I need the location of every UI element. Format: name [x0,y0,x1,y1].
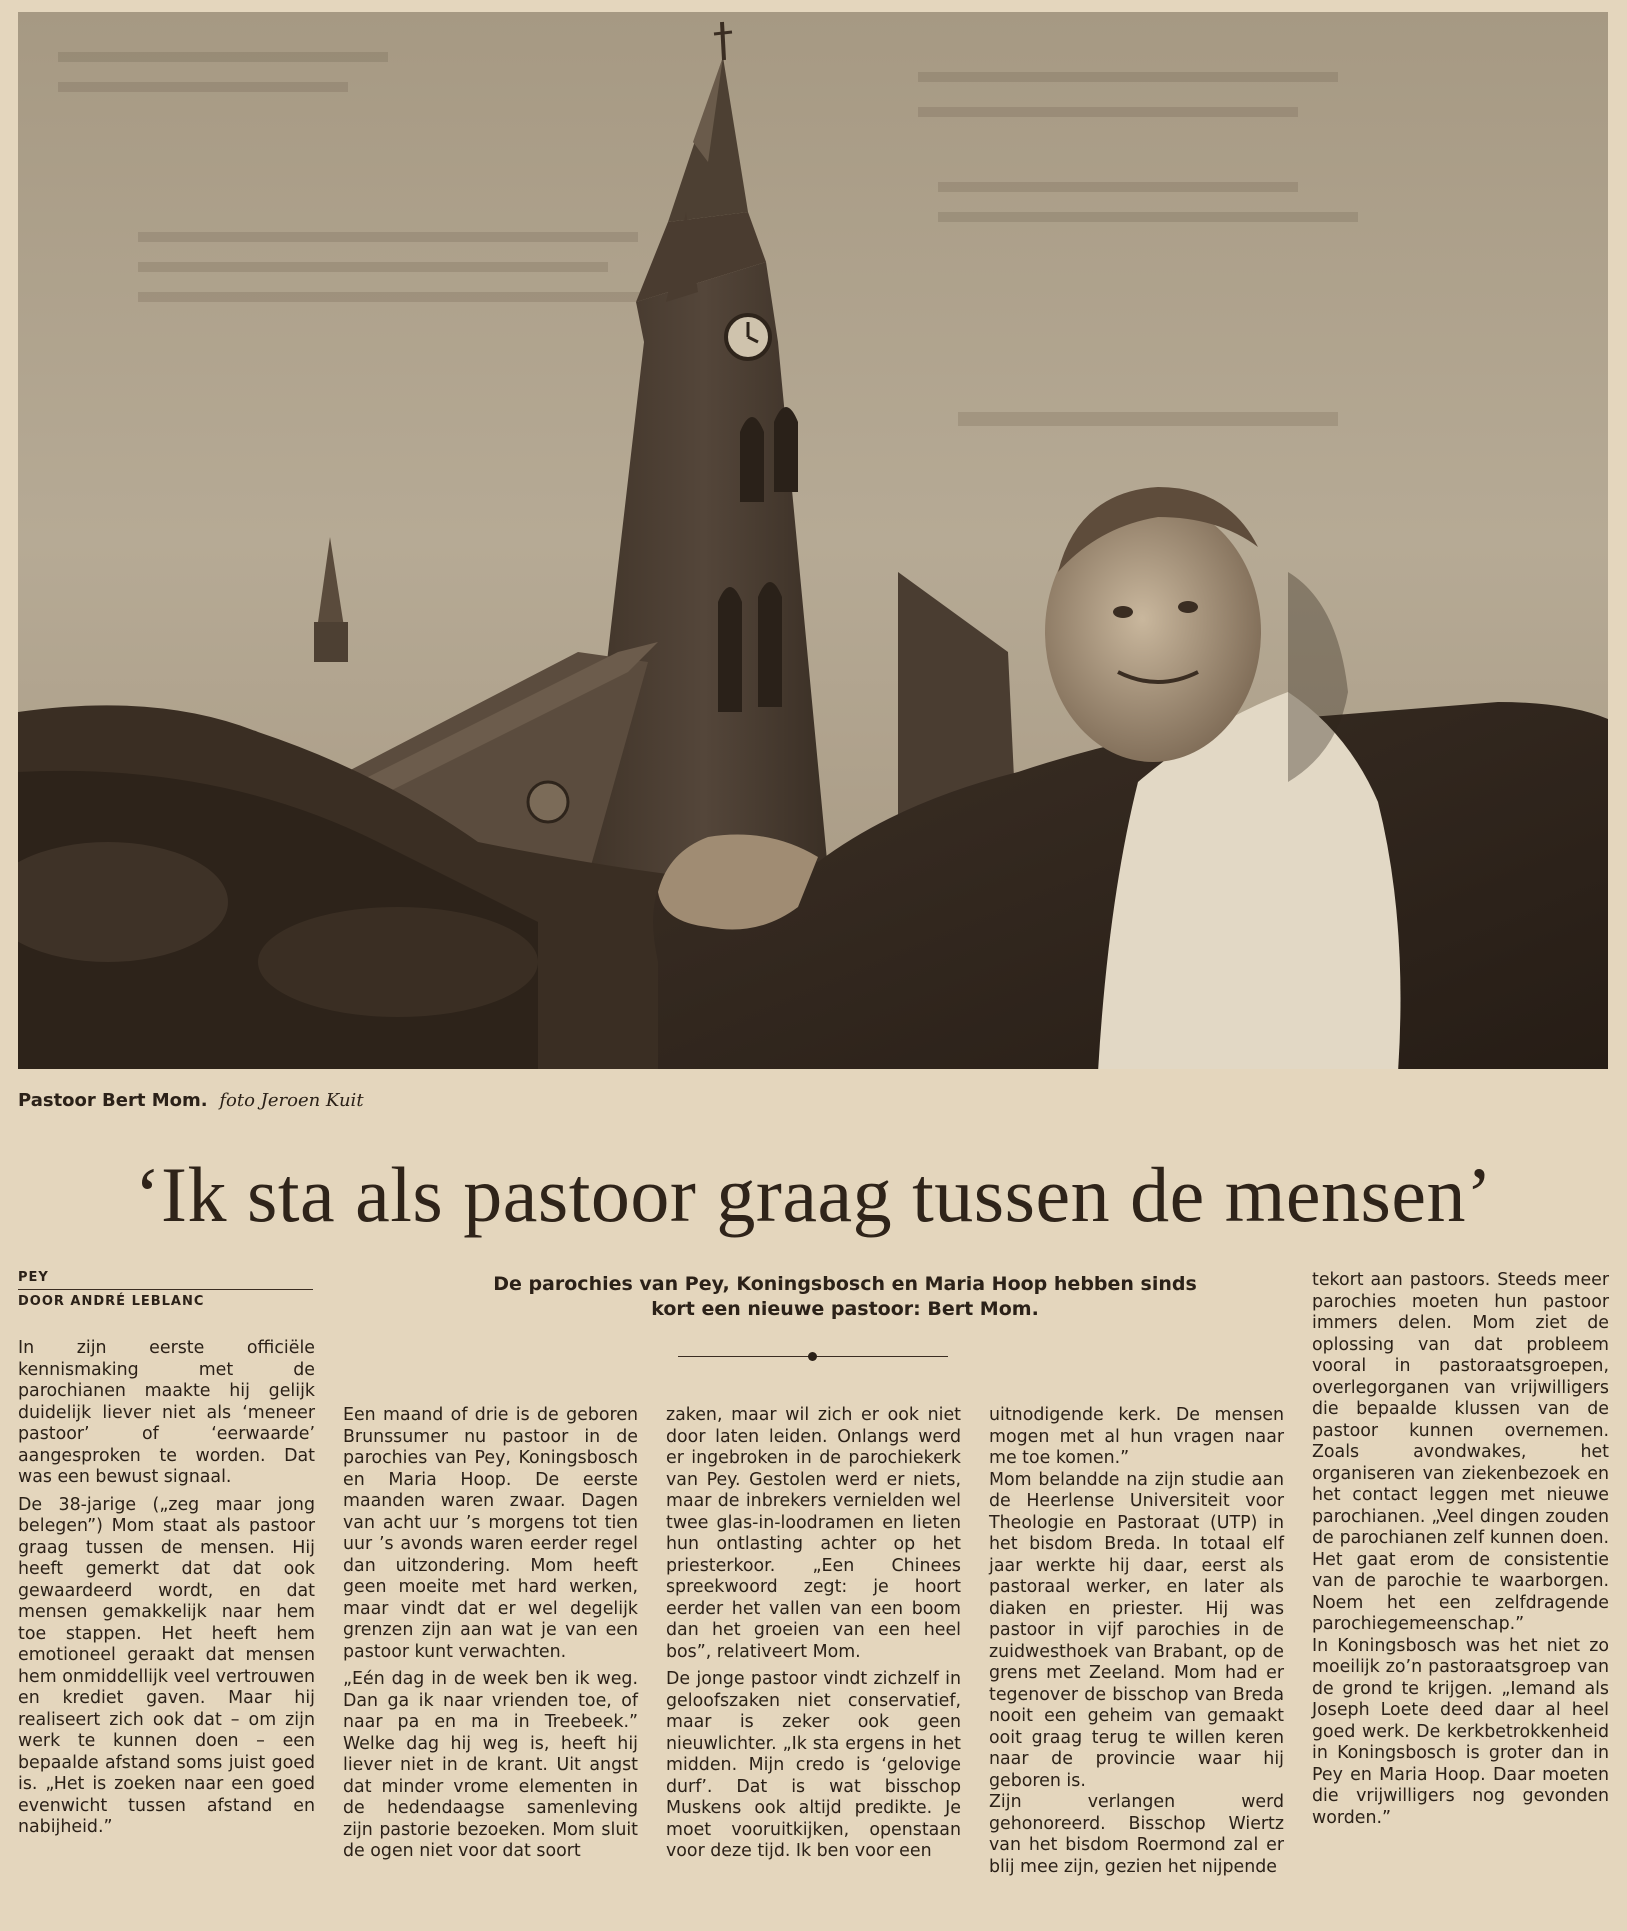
paragraph: In Koningsbosch was het niet zo moeilijk zo’n pastoraatsgroep van de grond te krijgen. „Iemand als Joseph Loete deed daar al heel goed werk. De kerkbetrokkenheid in Koningsbosch is groter dan in Pey en Maria Hoop. Daar moeten die vrijwilligers nog gevonden worden.” [1312,1635,1609,1828]
intro-line-2: kort een nieuwe pastoor: Bert Mom. [651,1298,1039,1320]
paragraph: Mom belandde na zijn studie aan de Heerlense Universiteit voor Theologie en Pastoraat (UTP) in het bisdom Breda. In totaal elf jaar werkte hij daar, eerst als pastoraal werker, en later als diaken en priester. Hij was pastoor in vijf parochies in de zuidwesthoek van Brabant, op de grens met Zeeland. Mom had er tegenover de bisschop van Breda nooit een geheim van gemaakt ooit graag terug te willen keren naar de provincie waar hij geboren is. [989,1469,1284,1791]
divider-dot [808,1352,817,1361]
article-intro [440,1272,1250,1322]
paragraph: Zijn verlangen werd gehonoreerd. Bisschop Wiertz van het bisdom Roermond zal er blij mee zijn, gezien het nijpende [989,1792,1284,1877]
paragraph: „Eén dag in de week ben ik weg. Dan ga ik naar vrienden toe, of naar pa en ma in Treebeek.” Welke dag hij weg is, heeft hij liever niet in de krant. Uit angst dat minder vrome elementen in de hedendaagse samenleving zijn pastorie bezoeken. Mom sluit de ogen niet voor dat soort [343,1669,638,1861]
article-column-3 [666,1405,961,1869]
intro-line-1: De parochies van Pey, Koningsbosch en Maria Hoop hebben sinds [493,1273,1197,1295]
paragraph: De 38-jarige („zeg maar jong belegen”) Mom staat als pastoor graag tussen de mensen. Hij heeft gemerkt dat dat ook gewaardeerd wordt, en dat mensen gemakkelijk naar hem toe stappen. Het heeft hem emotioneel geraakt dat mensen hem onmiddellijk veel vertrouwen en krediet gaven. Maar hij realiseert zich ook dat – om zijn werk te kunnen doen – een bepaalde afstand soms juist goed is. „Het is zoeken naar een goed evenwicht tussen afstand en nabijheid.” [18,1494,315,1837]
paragraph: In zijn eerste officiële kennismaking met de parochianen maakte hij gelijk duidelijk liever niet als ‘meneer pastoor’ of ‘eerwaarde’ aangesproken te worden. Dat was een bewust signaal. [18,1338,315,1487]
byline-place: PEY [18,1270,49,1285]
article-photo [18,12,1608,1069]
caption-name: Pastoor Bert Mom. [18,1090,208,1111]
paragraph: De jonge pastoor vindt zichzelf in geloofszaken niet conservatief, maar is zeker ook geen nieuwlichter. „Ik sta ergens in het midden. Mijn credo is ‘gelovige durf’. Dat is wat bisschop Muskens ook altijd predikte. Je moet vooruitkijken, openstaan voor deze tijd. Ik ben voor een [666,1669,961,1861]
article-column-1 [18,1338,315,1845]
article-column-5 [1312,1270,1609,1835]
byline [18,1270,313,1309]
photo-caption [18,1090,364,1111]
paragraph: uitnodigende kerk. De mensen mogen met al hun vragen naar me toe komen.” [989,1405,1284,1468]
paragraph: zaken, maar wil zich er ook niet door laten leiden. Onlangs werd er ingebroken in de parochiekerk van Pey. Gestolen werd er niets, maar de inbrekers vernielden wel twee glas-in-loodramen en lieten hun ontlasting achter op het priesterkoor. „Een Chinees spreekwoord zegt: je hoort eerder het vallen van een boom dan het groeien van een heel bos”, relativeert Mom. [666,1405,961,1662]
church-and-pastor-photo [18,12,1608,1069]
article-column-4 [989,1405,1284,1884]
caption-credit: foto Jeroen Kuit [219,1090,364,1111]
paragraph: Een maand of drie is de geboren Brunssumer nu pastoor in de parochies van Pey, Koningsbosch en Maria Hoop. De eerste maanden waren zwaar. Dagen van acht uur ’s morgens tot tien uur ’s avonds waren eerder regel dan uitzondering. Mom heeft geen moeite met hard werken, maar vindt dat er wel degelijk grenzen zijn aan wat je van een pastoor kunt verwachten. [343,1405,638,1662]
article-column-2 [343,1405,638,1869]
byline-author: DOOR ANDRÉ LEBLANC [18,1294,205,1309]
paragraph: tekort aan pastoors. Steeds meer parochies moeten hun pastoor immers delen. Mom ziet de oplossing van dat probleem vooral in pastoraatsgroepen, overlegorganen van vrijwilligers die bepaalde klussen van de pastoor kunnen overnemen. Zoals avondwakes, het organiseren van ziekenbezoek en het contact leggen met nieuwe parochianen. „Veel dingen zouden de parochianen zelf kunnen doen. Het gaat erom de consistentie van de parochie te waarborgen. Noem het een zelfdragende parochiegemeenschap.” [1312,1270,1609,1634]
byline-rule [18,1289,313,1290]
article-headline: ‘Ik sta als pastoor graag tussen de mensen’ [134,1151,1493,1238]
